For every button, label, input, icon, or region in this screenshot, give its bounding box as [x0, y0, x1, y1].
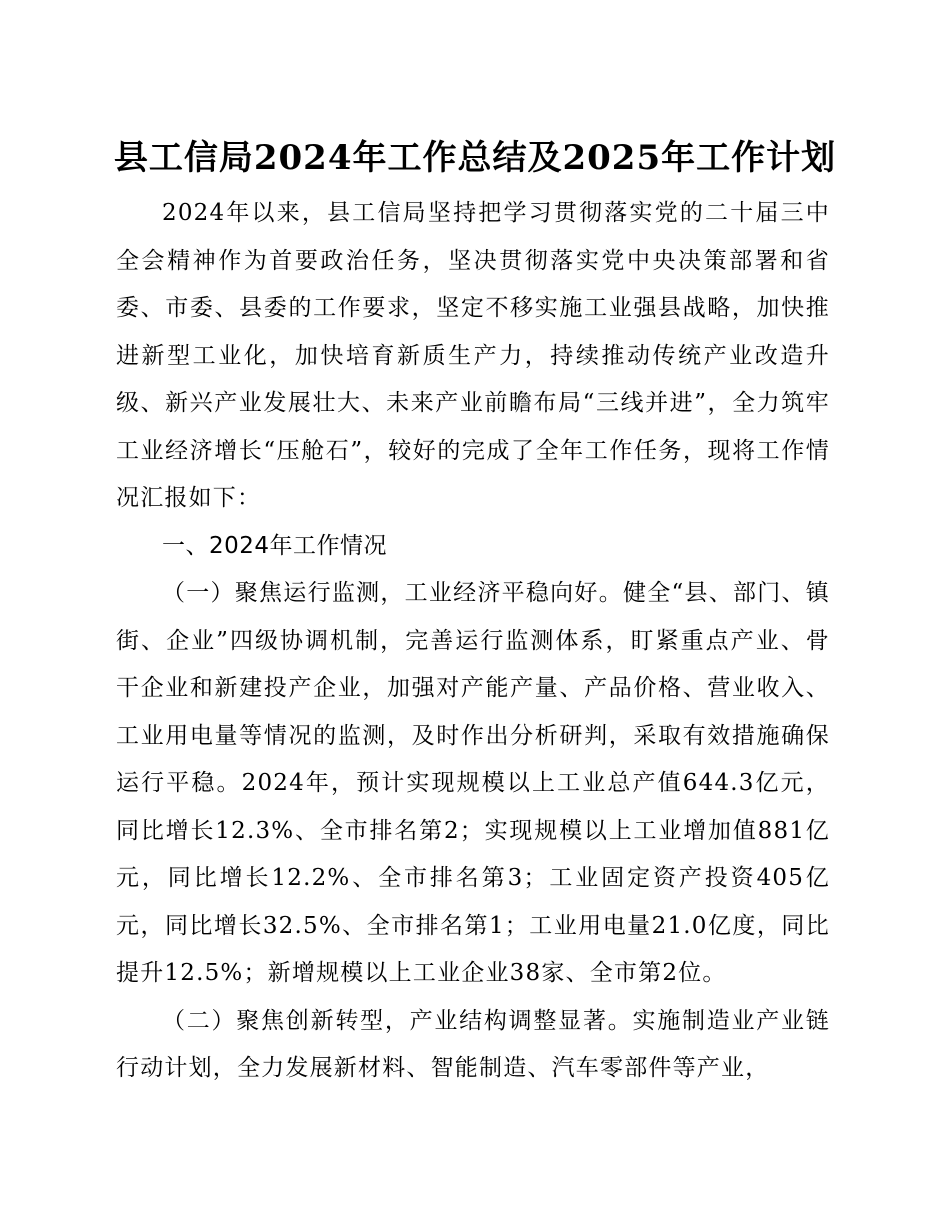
- section-heading: 一、2024年工作情况: [162, 532, 388, 559]
- document-title: 县工信局2024年工作总结及2025年工作计划: [113, 138, 837, 178]
- document-body: [116, 190, 830, 1093]
- item-paragraph-2: （二）聚焦创新转型，产业结构调整显著。实施制造业产业链行动计划，全力发展新材料、智能制造、汽车零部件等产业，: [116, 1007, 830, 1081]
- intro-paragraph: 2024年以来，县工信局坚持把学习贯彻落实党的二十届三中全会精神作为首要政治任务，坚决贯彻落实党中央决策部署和省委、市委、县委的工作要求，坚定不移实施工业强县战略，加快推进新型工业化，加快培育新质生产力，持续推动传统产业改造升级、新兴产业发展壮大、未来产业前瞻布局“三线并进”，全力筑牢工业经济增长“压舱石”，较好的完成了全年工作任务，现将工作情况汇报如下：: [116, 200, 830, 511]
- item-paragraph-1: （一）聚焦运行监测，工业经济平稳向好。健全“县、部门、镇街、企业”四级协调机制，完善运行监测体系，盯紧重点产业、骨干企业和新建投产企业，加强对产能产量、产品价格、营业收入、工业用电量等情况的监测，及时作出分析研判，采取有效措施确保运行平稳。2024年，预计实现规模以上工业总产值644.3亿元，同比增长12.3%、全市排名第2；实现规模以上工业增加值881亿元，同比增长12.2%、全市排名第3；工业固定资产投资405亿元，同比增长32.5%、全市排名第1；工业用电量21.0亿度，同比提升12.5%；新增规模以上工业企业38家、全市第2位。: [116, 580, 830, 986]
